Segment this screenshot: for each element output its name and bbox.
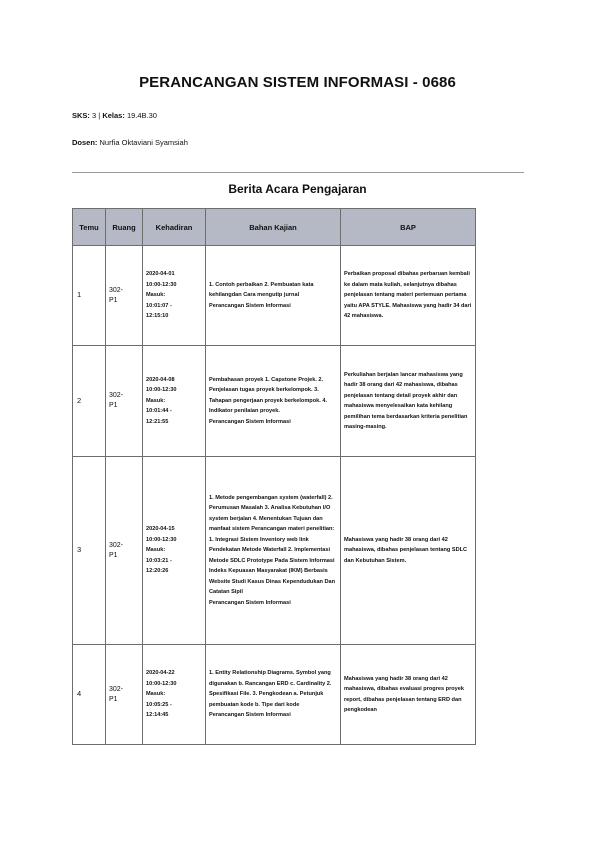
cell-kehadiran: 2020-04-15 10:00-12:30 Masuk: 10:03:21 - 12:20:26 [143, 457, 206, 645]
sks-value: 3 [92, 111, 97, 120]
cell-bahan-kajian: 1. Metode pengembangan system (waterfall) 2. Perumusan Masalah 3. Analisa Kebutuhan I/O system berjalan 4. Menentukan Tujuan dan manfaat sistem Perancangan materi penelitian: 1. Integrasi Sistem Inventory web link Pendekatan Metode Waterfall 2. Implementasi Metode SDLC Prototype Pada Sistem Informasi Indeks Kepuasan Masyarakat (IKM) Berbasis Website Studi Kasus Dinas Kependudukan Dan Catatan Sipil Perancangan Sistem Informasi [206, 457, 341, 645]
dosen-label: Dosen: [72, 138, 98, 147]
cell-bap: Perkuliahan berjalan lancar mahasiswa yang hadir 38 orang dari 42 mahasiswa, dibahas penjelasan tentang detail proyek akhir dan mahasiswa menyelesaikan kata kehilang pemilihan tema berdasarkan kriteria penelitian masing-masing. [341, 346, 476, 457]
section-title: Berita Acara Pengajaran [228, 182, 367, 196]
cell-kehadiran: 2020-04-08 10:00-12:30 Masuk: 10:01:44 - 12:21:55 [143, 346, 206, 457]
divider [72, 172, 524, 173]
cell-bap: Mahasiswa yang hadir 38 orang dari 42 mahasiswa, dibahas evaluasi progres proyek report, dibahas penjelasan tentang ERD dan pengkodean [341, 645, 476, 745]
kelas-label: Kelas: [102, 111, 125, 120]
cell-temu: 3 [73, 457, 106, 645]
sks-label: SKS: [72, 111, 90, 120]
cell-kehadiran: 2020-04-22 10:00-12:30 Masuk: 10:05:25 - 12:14:45 [143, 645, 206, 745]
dosen-value: Nurfia Oktaviani Syamsiah [99, 138, 188, 147]
table-row [73, 246, 476, 346]
cell-bap: Perbaikan proposal dibahas perbaruan kembali ke dalam mata kuliah, selanjutnya dibahas penjelasan tentang materi pertemuan pertama yaitu APA STYLE. Mahasiswa yang hadir 34 dari 42 mahasiswa. [341, 246, 476, 346]
cell-temu: 1 [73, 246, 106, 346]
header-bahan-kajian: Bahan Kajian [206, 209, 341, 246]
table-row [73, 645, 476, 745]
cell-bahan-kajian: Pembahasan proyek 1. Capstone Projek. 2. Penjelasan tugas proyek berkelompok. 3. Tahapan pengerjaan proyek berkelompok. 4. Indikator penilaian proyek. Perancangan Sistem Informasi [206, 346, 341, 457]
table-header-row [73, 209, 476, 246]
cell-bahan-kajian: 1. Contoh perbaikan 2. Pembuatan kata kehilangdan Cara mengutip jurnal Perancangan Sistem Informasi [206, 246, 341, 346]
cell-temu: 2 [73, 346, 106, 457]
header-bap: BAP [341, 209, 476, 246]
course-info-line [72, 111, 157, 120]
cell-ruang: 302- P1 [106, 457, 143, 645]
kelas-value: 19.4B.30 [126, 111, 157, 120]
table-row [73, 457, 476, 645]
cell-bahan-kajian: 1. Entity Relationship Diagrams. Symbol yang digunakan b. Rancangan ERD c. Cardinality 2. Spesifikasi File. 3. Pengkodean a. Petunjuk pembuatan kode b. Tipe dari kode Perancangan Sistem Informasi [206, 645, 341, 745]
cell-ruang: 302- P1 [106, 346, 143, 457]
table-row [73, 346, 476, 457]
teaching-record-table [72, 208, 476, 745]
cell-kehadiran: 2020-04-01 10:00-12:30 Masuk: 10:01:07 - 12:15:10 [143, 246, 206, 346]
header-ruang: Ruang [106, 209, 143, 246]
separator: | [98, 111, 101, 120]
cell-ruang: 302- P1 [106, 645, 143, 745]
header-kehadiran: Kehadiran [143, 209, 206, 246]
course-title: PERANCANGAN SISTEM INFORMASI - 0686 [139, 74, 456, 91]
cell-ruang: 302- P1 [106, 246, 143, 346]
lecturer-line [72, 138, 188, 147]
cell-temu: 4 [73, 645, 106, 745]
cell-bap: Mahasiswa yang hadir 38 orang dari 42 mahasiswa, dibahas penjelasan tentang SDLC dan Kebutuhan Sistem. [341, 457, 476, 645]
header-temu: Temu [73, 209, 106, 246]
